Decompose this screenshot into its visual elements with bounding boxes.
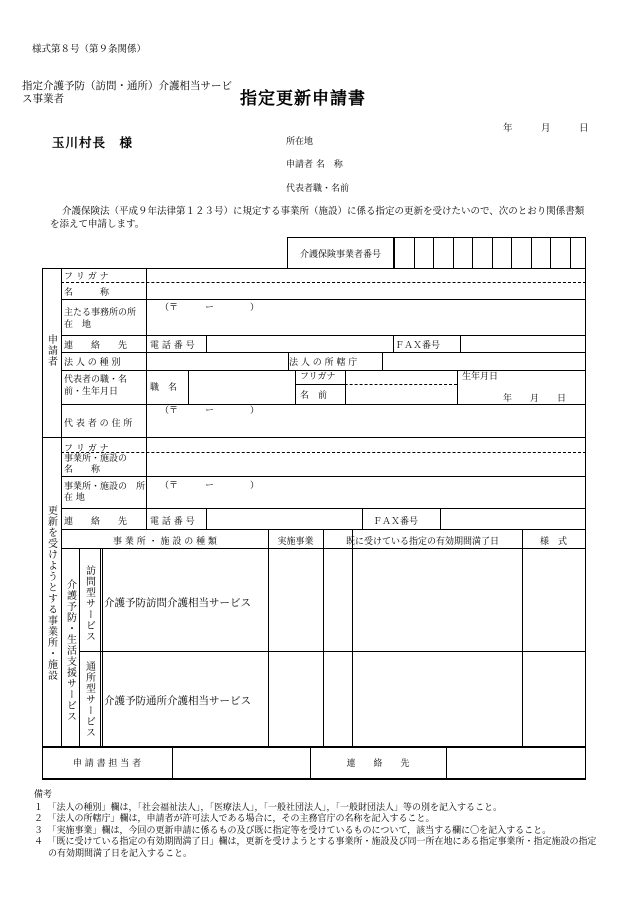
category-label: 介護予防・生活支援サービス	[64, 578, 76, 722]
table-rule	[42, 746, 586, 748]
facility-type-header: 事 業 所 ・ 施 設 の 種 類	[113, 536, 217, 547]
table-rule	[323, 529, 324, 746]
table-rule	[585, 237, 586, 269]
table-rule	[440, 508, 441, 529]
fax2-label: ＦＡＸ番号	[373, 516, 419, 527]
section-update-label: 更新を受けようとする事業所・施設	[45, 505, 57, 681]
table-rule	[146, 268, 147, 530]
table-rule	[61, 508, 586, 509]
main-office-label: 主たる事務所の所 在 地	[64, 308, 146, 330]
person-in-charge-label: 申 請 書 担 当 者	[72, 758, 142, 769]
remark-note: ２ 「法人の所轄庁」欄は，申請者が許可法人である場合に，その主務官庁の名称を記入すること。	[34, 814, 435, 824]
table-rule	[61, 437, 586, 438]
facility-address-label: 事業所・施設の 所 在 地	[64, 482, 146, 503]
table-rule	[295, 384, 346, 385]
table-rule	[446, 746, 447, 778]
remarks-title: 備考	[34, 790, 53, 800]
visit-type-label: 訪問型サービス	[83, 564, 95, 642]
table-rule	[531, 237, 532, 269]
postal-2: （〒 ー ）	[160, 405, 260, 416]
addressee: 玉川村長 様	[52, 135, 134, 150]
service-type: 指定介護予防（訪問・通所）介護相当サービス事業者	[22, 80, 232, 105]
insurance-number-label: 介護保険事業者番号	[287, 237, 394, 269]
form-number: 様式第８号（第９条関係）	[32, 44, 147, 55]
birthdate-label: 生年月日	[462, 371, 499, 382]
furigana3-label: フ リ ガ ナ	[64, 443, 109, 454]
contact-label: 連 絡 先	[64, 340, 128, 351]
expiry-header: 既に受けている指定の有効期間満了日	[345, 536, 499, 547]
rep-address-label: 代 表 者 の 住 所	[64, 418, 133, 429]
date-line[interactable]: 年 月 日	[503, 123, 589, 134]
visit-service-label: 介護予防訪問介護相当サービス	[104, 596, 251, 609]
table-rule	[172, 746, 173, 778]
name2-label: 名 前	[300, 390, 328, 401]
applicant-rep-label: 代表者職・名前	[286, 184, 350, 194]
table-rule	[42, 778, 586, 780]
table-rule	[414, 237, 415, 269]
implemented-header: 実施事業	[277, 536, 314, 547]
remark-note: ４ 「既に受けている指定の有効期間満了日」欄は，更新を受けようとする事業所・施設及び同一所在地にある指定事業所・指定施設の指定の有効期間満了日を記入すること。	[34, 837, 597, 859]
facility-name-label: 事業所・施設の 名 称	[64, 454, 146, 475]
furigana-label: フ リ ガ ナ	[64, 271, 109, 282]
fax-label: ＦＡＸ番号	[395, 340, 441, 351]
contact2-label: 連 絡 先	[64, 516, 128, 527]
birthdate-ymd: 年 月 日	[503, 393, 567, 404]
table-rule	[352, 529, 353, 746]
remarks	[34, 790, 604, 860]
table-rule	[433, 237, 434, 269]
table-rule	[472, 237, 473, 269]
table-rule	[585, 268, 586, 778]
table-rule	[460, 335, 461, 352]
table-rule	[492, 237, 493, 269]
table-rule	[522, 529, 523, 746]
remark-note: ３ 「実施事業」欄は，今回の更新申請に係るもの及び既に指定等を受けているものについて，該当する欄に〇を記入すること。	[34, 825, 552, 836]
table-rule	[287, 237, 586, 238]
postal-1: （〒 ー ）	[160, 302, 260, 313]
table-rule	[295, 370, 296, 404]
day-service-label: 介護予防通所介護相当サービス	[104, 694, 251, 707]
table-rule	[457, 370, 458, 404]
table-rule	[550, 237, 551, 269]
format-header: 様 式	[539, 536, 567, 547]
table-rule	[100, 548, 101, 746]
postal-3: （〒 ー ）	[160, 480, 260, 491]
body-text: 介護保険法（平成９年法律第１２３号）に規定する事業所（施設）に係る指定の更新を受けたいので、次のとおり関係書類を添えて申請します。	[50, 206, 585, 230]
job-title-label: 職 名	[150, 382, 178, 393]
day-type-label: 通所型サービス	[83, 660, 95, 738]
table-rule	[570, 237, 571, 269]
table-rule	[453, 237, 454, 269]
rep-label: 代表者の職・名前・生年月日	[64, 375, 128, 397]
table-rule	[268, 529, 269, 746]
page-title: 指定更新申請書	[240, 89, 366, 109]
corp-type-label: 法 人 の 種 別	[64, 357, 121, 368]
table-rule	[394, 237, 395, 269]
remark-note: １ 「法人の種別」欄は，「社会福祉法人」，「医療法人」，「一般社団法人」，「一般財団法人」等の別を記入すること。	[34, 802, 503, 813]
table-rule	[362, 508, 363, 529]
table-rule	[79, 651, 586, 652]
table-rule	[393, 335, 394, 352]
phone-label: 電 話 番 号	[150, 340, 195, 351]
name-label: 名 称	[64, 288, 110, 298]
applicant-name-label: 申請者 名 称	[286, 160, 343, 170]
table-rule	[61, 404, 586, 405]
table-rule	[102, 548, 103, 746]
corp-authority-label: 法 人 の 所 轄 庁	[289, 357, 358, 368]
section-applicant-label: 申請者	[45, 333, 57, 367]
table-rule	[511, 237, 512, 269]
furigana2-label: フリガナ	[300, 371, 336, 382]
applicant-address-label: 所在地	[286, 137, 314, 147]
contact3-label: 連 絡 先	[346, 758, 410, 769]
phone2-label: 電 話 番 号	[150, 516, 195, 527]
